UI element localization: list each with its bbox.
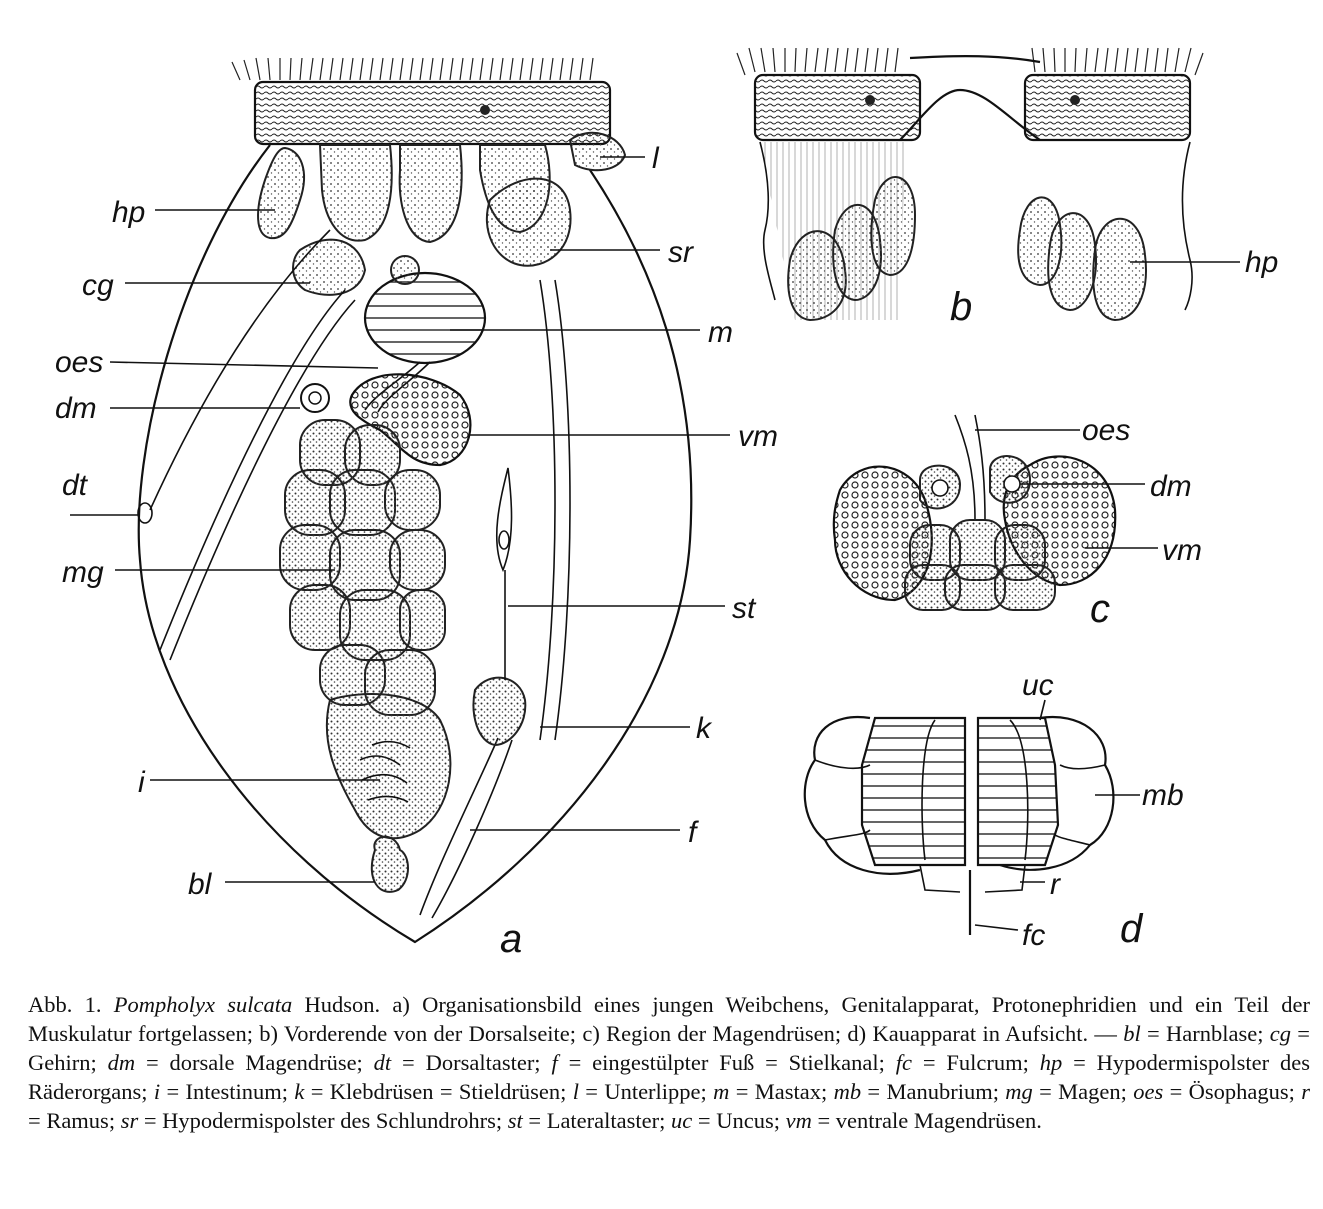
legend-meaning: = Intestinum;: [160, 1079, 295, 1104]
caption-legend-item: [1005, 1079, 1133, 1104]
caption-legend-item: [713, 1079, 833, 1104]
figure-caption: [28, 990, 1310, 1135]
label-d-r: r: [1050, 868, 1060, 901]
label-a-mg: mg: [62, 556, 104, 589]
legend-abbr: fc: [895, 1050, 912, 1075]
label-a-l: l: [652, 142, 659, 175]
legend-meaning: = Ramus;: [28, 1108, 121, 1133]
legend-abbr: bl: [1123, 1021, 1141, 1046]
legend-abbr: cg: [1269, 1021, 1291, 1046]
label-d-mb: mb: [1142, 779, 1184, 812]
label-c-dm: dm: [1150, 470, 1192, 503]
caption-legend-item: [551, 1050, 895, 1075]
label-a-vm: vm: [738, 420, 778, 453]
caption-legend-item: [508, 1108, 671, 1133]
legend-meaning: = Manubrium;: [861, 1079, 1006, 1104]
label-a-dt: dt: [62, 469, 88, 502]
label-c-oes: oes: [1082, 414, 1131, 447]
panel-letter-c: c: [1090, 587, 1110, 631]
label-b-hp: hp: [1245, 246, 1279, 279]
legend-abbr: sr: [120, 1108, 139, 1133]
legend-abbr: l: [572, 1079, 579, 1104]
legend-meaning: = eingestülpter Fuß = Stielkanal;: [557, 1050, 896, 1075]
label-a-dm: dm: [55, 392, 97, 425]
panel-letter-a: a: [500, 917, 523, 961]
caption-text: Hudson. a) Organisationsbild eines jungen Weibchens, Genitalapparat, Protonephridien und ein Teil der Muskulatur fortgelassen; b) Vorderende von der Dorsalseite; c) Region der Magendrüsen; d) Kauapparat in Aufsicht. —: [28, 992, 1310, 1046]
legend-abbr: k: [294, 1079, 305, 1104]
caption-legend-item: [834, 1079, 1006, 1104]
legend-abbr: f: [551, 1050, 558, 1075]
caption-legend-item: [121, 1108, 508, 1133]
caption-legend-item: [374, 1050, 552, 1075]
legend-abbr: st: [507, 1108, 523, 1133]
label-a-oes: oes: [55, 346, 104, 379]
label-a-sr: sr: [668, 236, 693, 269]
legend-meaning: = Fulcrum;: [911, 1050, 1040, 1075]
legend-abbr: dm: [107, 1050, 136, 1075]
legend-abbr: mb: [833, 1079, 862, 1104]
legend-meaning: = Dorsaltaster;: [391, 1050, 552, 1075]
caption-legend-item: [1133, 1079, 1301, 1104]
caption-legend-item: [154, 1079, 294, 1104]
caption-legend-item: [1123, 1021, 1270, 1046]
legend-meaning: = Klebdrüsen = Stieldrüsen;: [304, 1079, 573, 1104]
label-a-st: st: [732, 592, 756, 625]
panel-letter-d: d: [1120, 907, 1143, 951]
panel-a-drawing: [70, 58, 691, 942]
caption-legend-item: [108, 1050, 374, 1075]
label-a-bl: bl: [188, 868, 212, 901]
label-c-vm: vm: [1162, 534, 1202, 567]
legend-meaning: = Mastax;: [729, 1079, 834, 1104]
label-d-uc: uc: [1022, 669, 1054, 702]
caption-legend-item: [573, 1079, 713, 1104]
legend-abbr: uc: [671, 1108, 693, 1133]
label-d-fc: fc: [1022, 919, 1046, 952]
legend-meaning: = Harnblase;: [1140, 1021, 1270, 1046]
legend-abbr: dt: [373, 1050, 392, 1075]
caption-species: Pompholyx sulcata: [113, 992, 293, 1017]
legend-meaning: = ventrale Magendrüsen.: [811, 1108, 1042, 1133]
label-a-m: m: [708, 316, 733, 349]
label-a-hp: hp: [112, 196, 146, 229]
legend-abbr: hp: [1039, 1050, 1063, 1075]
caption-legend-item: [294, 1079, 572, 1104]
legend-meaning: = Magen;: [1032, 1079, 1134, 1104]
legend-meaning: = Hypodermispolster des Räderorgans;: [28, 1050, 1310, 1104]
caption-legend-item: [896, 1050, 1040, 1075]
legend-meaning: = Ösophagus;: [1163, 1079, 1302, 1104]
caption-legend-item: [671, 1108, 786, 1133]
legend-meaning: = Gehirn;: [28, 1021, 1310, 1075]
label-a-k: k: [696, 712, 711, 745]
legend-meaning: = Uncus;: [692, 1108, 786, 1133]
legend-meaning: = Hypodermispolster des Schlundrohrs;: [138, 1108, 508, 1133]
legend-abbr: m: [713, 1079, 730, 1104]
legend-meaning: = dorsale Magendrüse;: [135, 1050, 374, 1075]
label-a-i: i: [138, 766, 145, 799]
legend-abbr: mg: [1005, 1079, 1033, 1104]
label-a-f: f: [688, 816, 697, 849]
legend-abbr: vm: [785, 1108, 812, 1133]
legend-meaning: = Unterlippe;: [578, 1079, 714, 1104]
legend-abbr: r: [1301, 1079, 1310, 1104]
legend-abbr: i: [153, 1079, 161, 1104]
legend-meaning: = Lateraltaster;: [522, 1108, 672, 1133]
panel-b-drawing: [737, 48, 1240, 320]
caption-legend-item: [786, 1108, 1042, 1133]
legend-abbr: oes: [1133, 1079, 1164, 1104]
panel-letter-b: b: [950, 285, 973, 329]
caption-prefix: Abb. 1.: [28, 992, 114, 1017]
label-a-cg: cg: [82, 269, 114, 302]
panel-d-drawing: [805, 700, 1140, 935]
